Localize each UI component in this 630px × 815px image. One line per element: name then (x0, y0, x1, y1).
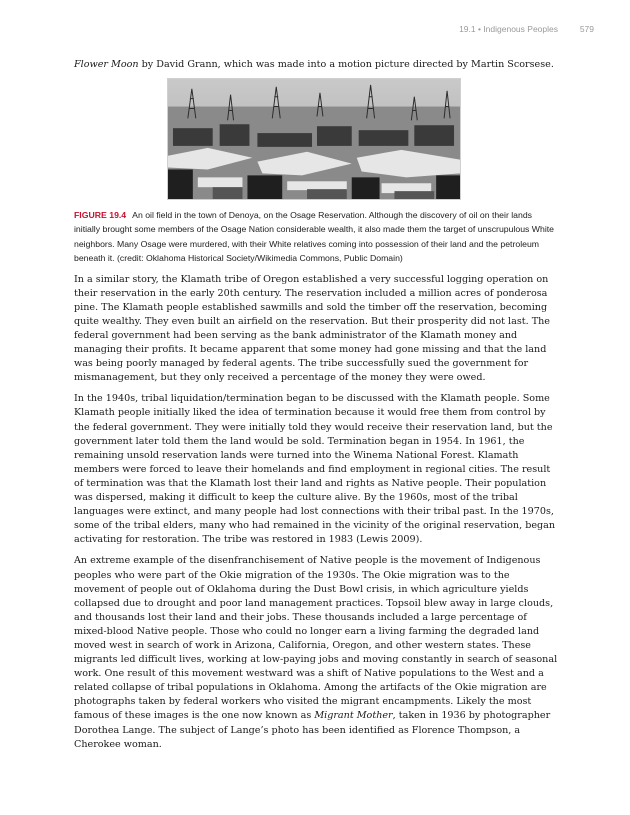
paragraph-okie-migration (74, 554, 560, 751)
okie-text-end: , taken in 1936 by photographer Dorothea Lange. The subject of Lange’s photo has been identified as Florence Thompson, a Cherokee woman. (74, 710, 551, 750)
page-number: 579 (579, 24, 594, 34)
figure-caption (74, 208, 560, 266)
paragraph-klamath-termination: In the 1940s, tribal liquidation/termination began to be discussed with the Klamath people. Some Klamath people initially liked the idea of termination because it would free them from control by the federal government. They were initially told they would receive their reservation land, but the government later told them the land would be sold. Termination began in 1954. In 1961, the remaining unsold reservation lands were turned into the Winema National Forest. Klamath members were forced to leave their homelands and find employment in regional cities. The result of termination was that the Klamath lost their land and rights as Native people. Their population was dispersed, making it difficult to keep the culture alive. By the 1960s, most of the tribal languages were extinct, and many people had lost connections with their tribal past. In the 1970s, some of the tribal elders, many who had remained in the vicinity of the original reservation, began activating for restoration. The tribe was restored in 1983 (Lewis 2009). (74, 393, 556, 546)
section-title: 19.1 • Indigenous Peoples (459, 24, 558, 34)
paragraph-klamath-logging: In a similar story, the Klamath tribe of Oregon established a very successful logging operation on their reservation in the early 20th century. The reservation included a million acres of ponderosa pine. The Klamath people established sawmills and sold the timber off the reservation, becoming quite wealthy. They even built an airfield on the reservation. But their prosperity did not last. The federal government had been serving as the bank administrator of the Klamath money and managing their profits. It became apparent that some money had gone missing and that the land was being poorly managed by federal agents. The tribe successfully sued the government for mismanagement, but they only received a percentage of the money they were owed. (74, 273, 550, 384)
figure-caption-text: An oil field in the town of Denoya, on the Osage Reservation. Although the discovery of oil on their lands initially brought some members of the Osage Nation considerable wealth, it also made them the target of unscrupulous White neighbors. Many Osage were murdered, with their White relatives coming into possession of their land and the petroleum beneath it. (credit: Oklahoma Historical Society/Wikimedia Commons, Public Domain) (74, 210, 554, 264)
page-content (74, 58, 560, 759)
book-title-tail: Flower Moon (74, 59, 139, 70)
okie-text-start: An extreme example of the disenfranchisement of Native people is the movement of Indigenous peoples who were part of the Okie migration of the 1930s. The Okie migration was to the movement of people out of Oklahoma during the Dust Bowl crisis, in which agriculture yields collapsed due to drought and poor land management practices. Topsoil blew away in large clouds, and thousands lost their land and their jobs. These thousands included a large percentage of mixed-blood Native people. Those who could no longer earn a living farming the degraded land moved west in search of work in Arizona, California, Oregon, and other western states. These migrants led difficult lives, working at low-paying jobs and moving constantly in search of seasonal work. One result of this movement westward was a shift of Native populations to the West and a related collapse of tribal populations in Oklahoma. Among the artifacts of the Okie migration are photographs taken by federal workers who visited the migrant encampments. Likely the most famous of these images is the one now known as (74, 555, 558, 722)
intro-text: by David Grann, which was made into a motion picture directed by Martin Scorsese. (138, 59, 554, 70)
oil-field-photo (167, 78, 461, 200)
intro-line (74, 58, 560, 72)
running-header (0, 24, 630, 38)
figure-label: FIGURE 19.4 (74, 210, 127, 220)
photo-title-migrant-mother: Migrant Mother (314, 710, 393, 722)
